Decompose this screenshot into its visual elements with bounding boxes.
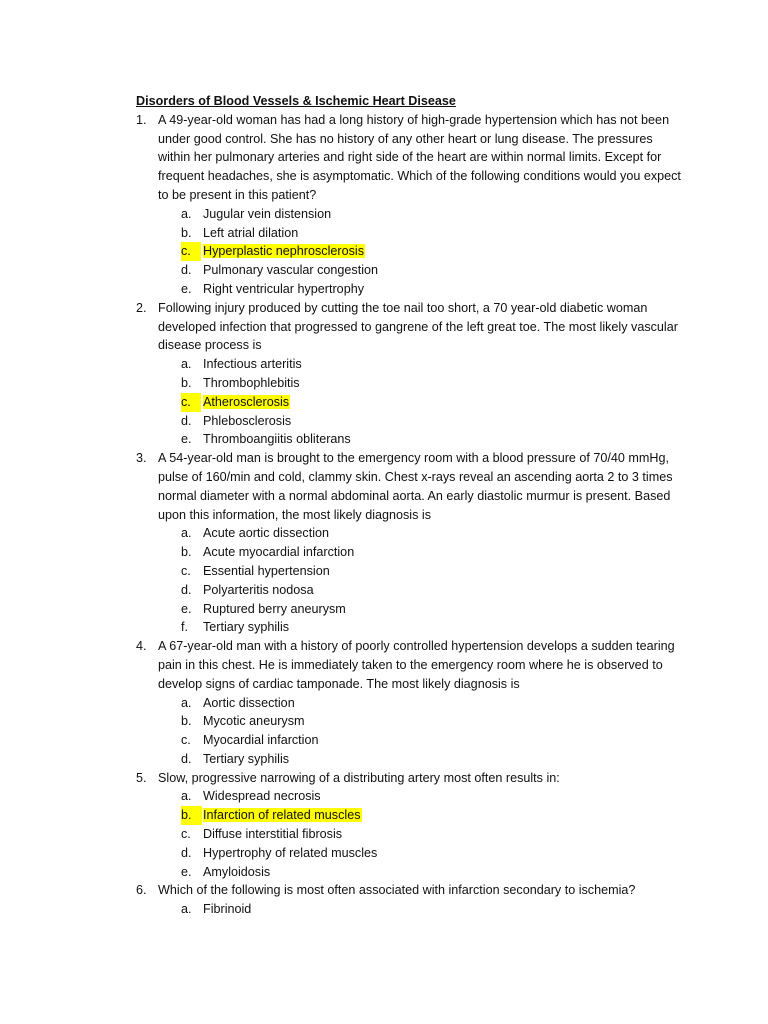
answer-options [158,694,684,769]
option-text: Pulmonary vascular congestion [203,263,379,278]
option-text: Essential hypertension [203,563,330,578]
answer-option [158,844,684,863]
option-text: Amyloidosis [203,864,271,879]
answer-option [158,355,684,374]
option-letter: a. [181,789,192,804]
question-item [136,769,684,882]
answer-options [158,524,684,637]
option-text: Left atrial dilation [203,225,299,240]
option-letter: f. [181,620,188,635]
document-title: Disorders of Blood Vessels & Ischemic Heart Disease [136,94,456,108]
answer-option [158,393,684,412]
option-text: Acute myocardial infarction [203,545,355,560]
option-letter: d. [181,582,192,597]
question-item [136,111,684,299]
question-list [136,111,684,919]
option-text: Polyarteritis nodosa [203,582,314,597]
option-text: Tertiary syphilis [203,620,290,635]
answer-options [158,355,684,449]
answer-option [158,900,684,919]
answer-option [158,600,684,619]
document-content [136,92,684,919]
option-text: Widespread necrosis [203,789,321,804]
answer-option [158,750,684,769]
option-text: Hypertrophy of related muscles [203,845,378,860]
answer-options [158,900,684,919]
answer-options [158,205,684,299]
highlighted-answer-text: Hyperplastic nephrosclerosis [203,244,364,259]
question-number: 2. [136,300,147,315]
highlighted-answer-text: Atherosclerosis [203,394,290,409]
option-letter: c. [181,563,191,578]
answer-option [158,694,684,713]
question-text: Which of the following is most often associated with infarction secondary to ischemia? [158,883,636,898]
answer-option [158,712,684,731]
option-letter: d. [181,845,192,860]
option-letter: e. [181,281,192,296]
option-letter: c. [181,827,191,842]
answer-option [158,280,684,299]
answer-option [158,618,684,637]
option-letter: c. [181,242,201,261]
option-text: Aortic dissection [203,695,295,710]
option-letter: a. [181,206,192,221]
question-text: A 67-year-old man with a history of poorly controlled hypertension develops a sudden tearing pain in this chest. He is immediately taken to the emergency room where he is observed to develop signs of cardiac tamponade. The most likely diagnosis is [158,639,675,691]
answer-option [158,825,684,844]
answer-option [158,543,684,562]
option-text: Ruptured berry aneurysm [203,601,346,616]
answer-option [158,787,684,806]
answer-option [158,374,684,393]
question-item [136,299,684,449]
answer-option [158,430,684,449]
question-number: 3. [136,451,147,466]
option-letter: d. [181,751,192,766]
question-number: 5. [136,770,147,785]
answer-option [158,261,684,280]
option-letter: d. [181,413,192,428]
option-letter: c. [181,733,191,748]
option-letter: a. [181,357,192,372]
question-text: Following injury produced by cutting the toe nail too short, a 70 year-old diabetic woman developed infection that progressed to gangrene of the left great toe. The most likely vascular disease process is [158,300,678,353]
question-number: 4. [136,639,147,654]
option-text: Fibrinoid [203,902,252,917]
option-letter: e. [181,864,192,879]
option-letter: b. [181,225,192,240]
question-text: A 49-year-old woman has had a long history of high-grade hypertension which has not been under good control. She has no history of any other heart or lung disease. The pressures within her pulmonary arteries and right side of the heart are within normal limits. Except for frequent headaches, she is asymptomatic. Which of the following conditions would you expect to be present in this patient? [158,112,681,202]
option-letter: c. [181,393,201,412]
option-text: Infectious arteritis [203,357,302,372]
option-letter: a. [181,695,192,710]
answer-option [158,224,684,243]
option-letter: a. [181,902,192,917]
question-number: 1. [136,112,147,127]
answer-option [158,205,684,224]
option-letter: d. [181,263,192,278]
highlighted-answer-text: Infarction of related muscles [203,808,361,823]
answer-option [158,806,684,825]
option-letter: a. [181,526,192,541]
question-item [136,881,684,919]
answer-option [158,242,684,261]
option-text: Jugular vein distension [203,206,332,221]
question-text: Slow, progressive narrowing of a distributing artery most often results in: [158,770,560,785]
option-text: Phlebosclerosis [203,413,292,428]
option-text: Myocardial infarction [203,733,319,748]
question-text: A 54-year-old man is brought to the emergency room with a blood pressure of 70/40 mmHg, pulse of 160/min and cold, clammy skin. Chest x-rays reveal an ascending aorta 2 to 3 times normal diameter with a normal abdominal aorta. An early diastolic murmur is present. Based upon this information, the most likely diagnosis is [158,451,673,522]
option-letter: b. [181,714,192,729]
option-letter: b. [181,545,192,560]
answer-option [158,581,684,600]
answer-option [158,863,684,882]
answer-options [158,787,684,881]
answer-option [158,562,684,581]
option-text: Mycotic aneurysm [203,714,305,729]
option-text: Thrombophlebitis [203,375,300,390]
option-text: Tertiary syphilis [203,751,290,766]
option-letter: e. [181,601,192,616]
answer-option [158,731,684,750]
option-text: Right ventricular hypertrophy [203,281,364,296]
question-item [136,449,684,637]
question-number: 6. [136,883,147,898]
option-letter: e. [181,432,192,447]
answer-option [158,412,684,431]
option-letter: b. [181,375,192,390]
option-letter: b. [181,806,202,825]
option-text: Thromboangiitis obliterans [203,432,351,447]
option-text: Diffuse interstitial fibrosis [203,827,343,842]
question-item [136,637,684,769]
option-text: Acute aortic dissection [203,526,329,541]
answer-option [158,524,684,543]
